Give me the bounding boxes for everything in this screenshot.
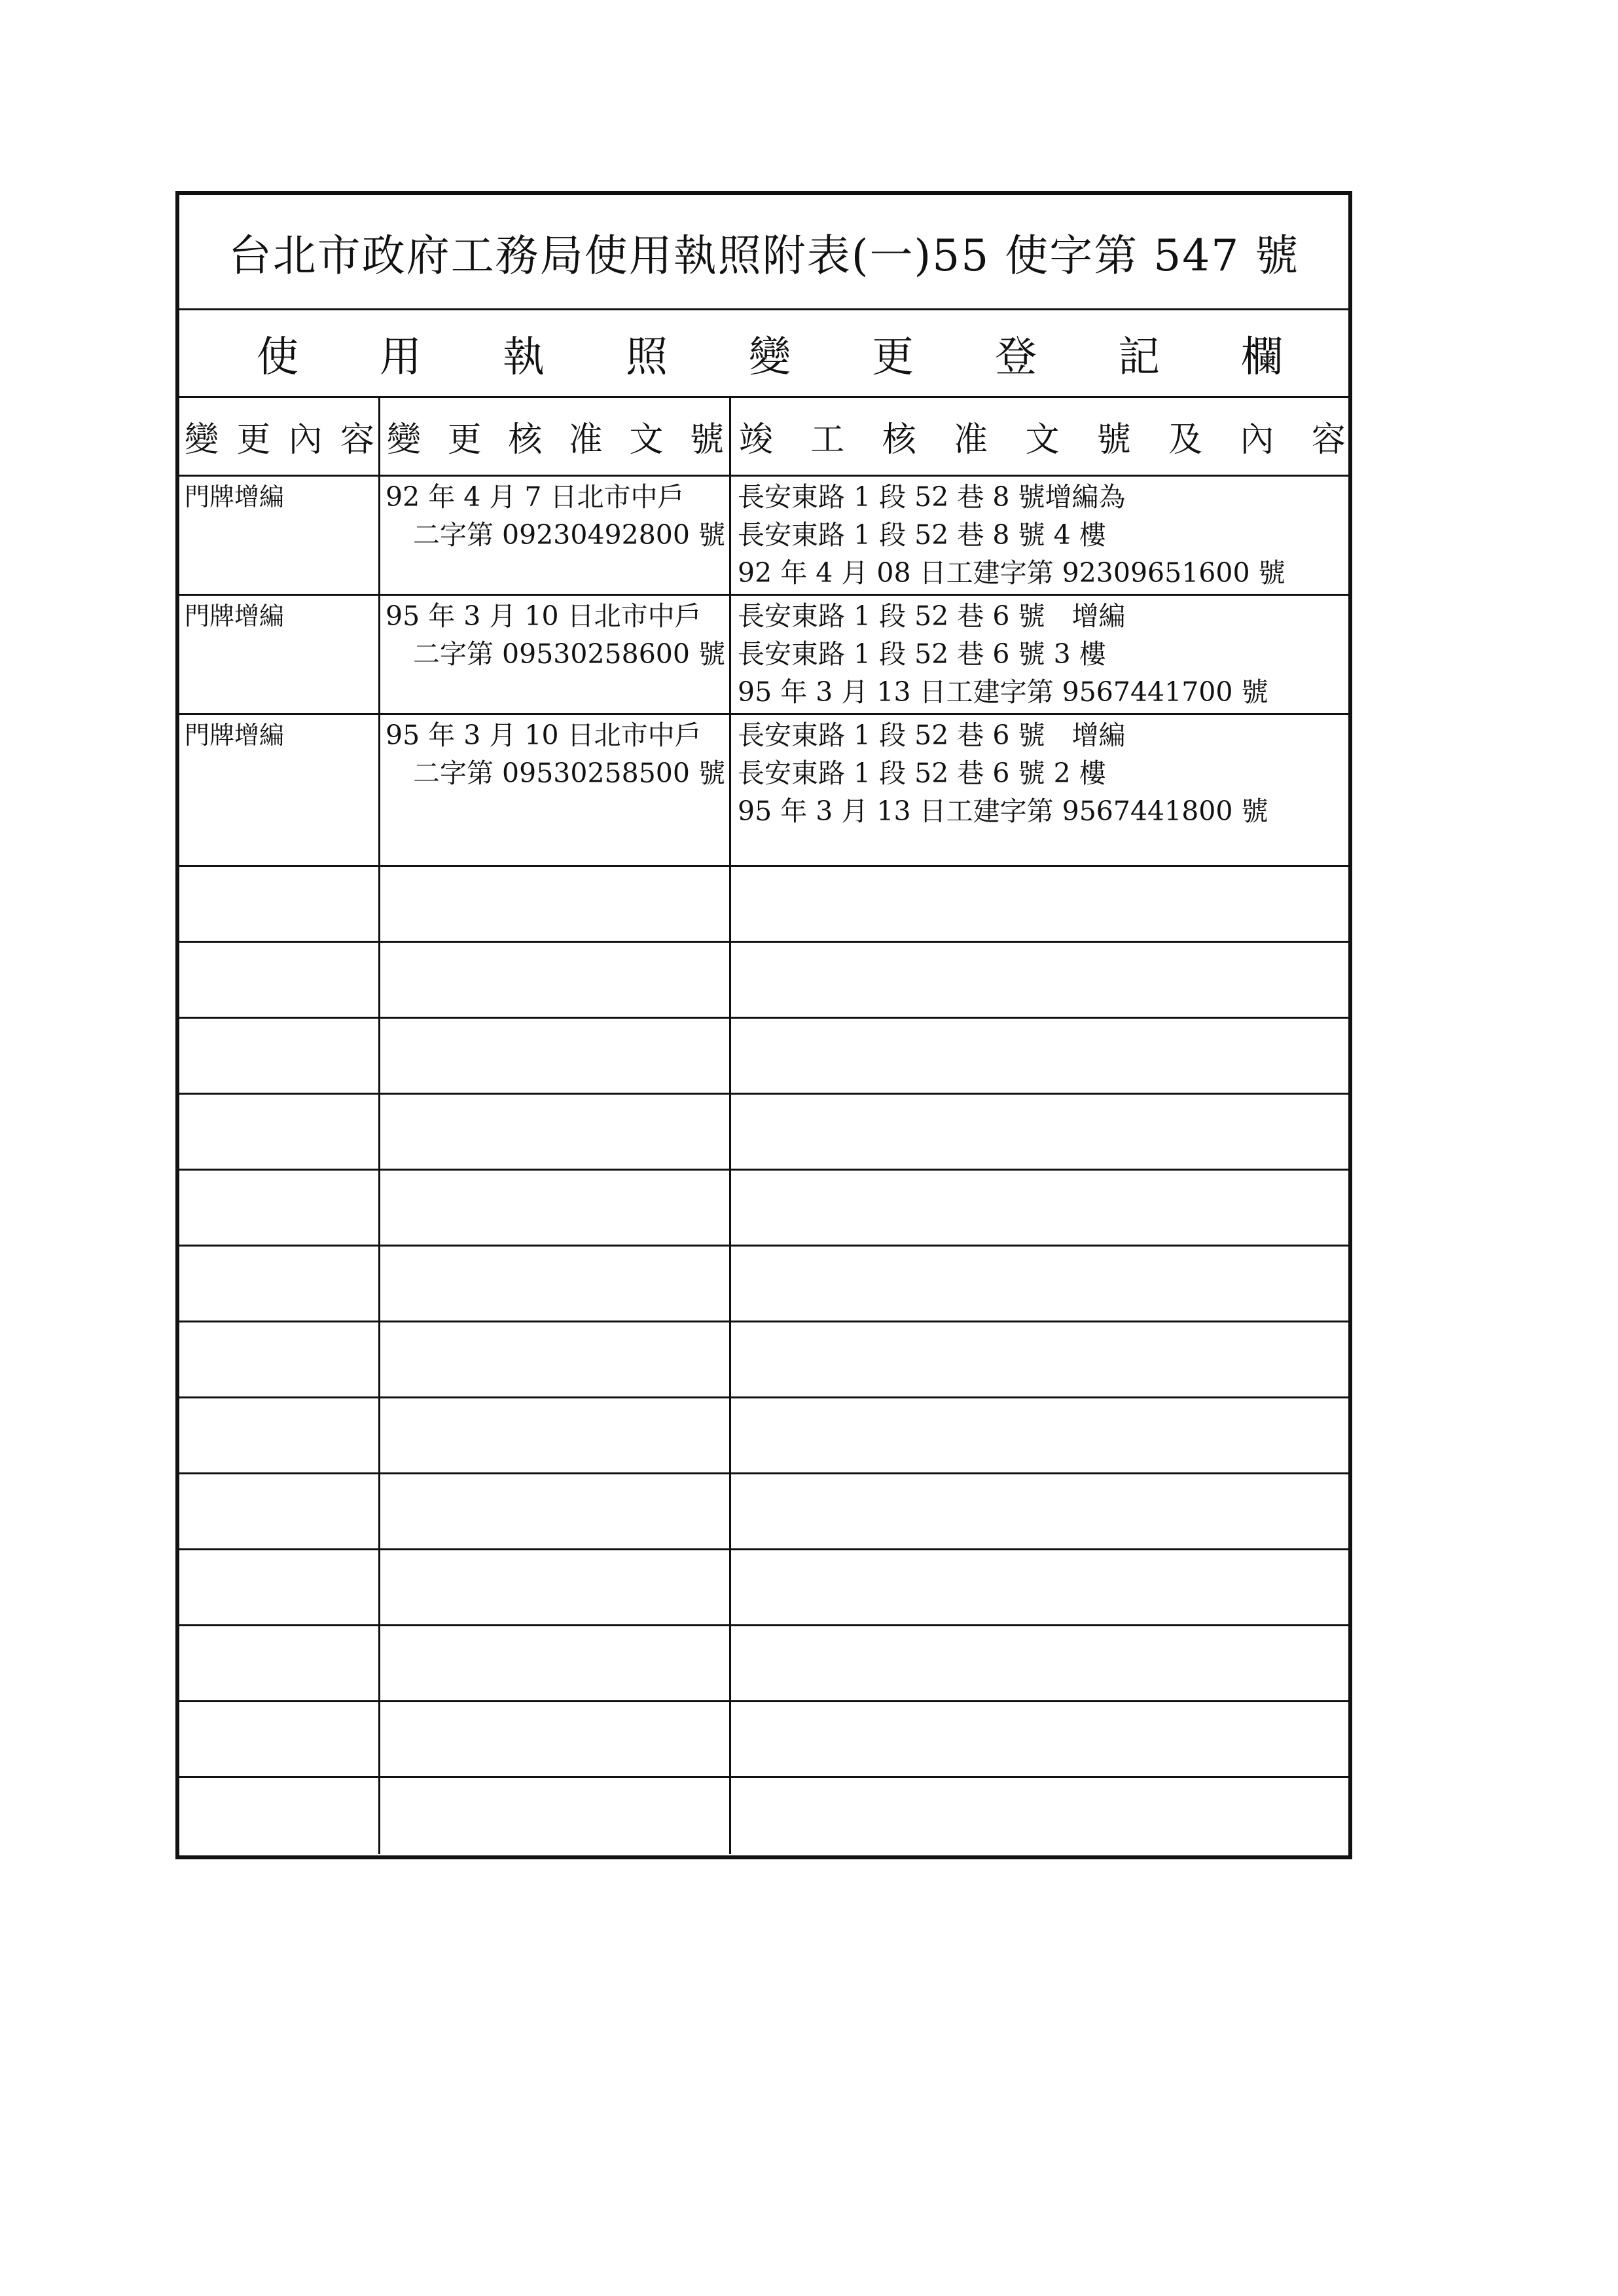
completion-cell <box>731 477 1348 594</box>
heading-char: 登 <box>995 333 1037 382</box>
column-header-change-content <box>179 398 380 475</box>
empty-cell <box>179 1702 380 1776</box>
empty-cell <box>380 1702 731 1776</box>
completion-line: 長安東路 1 段 52 巷 6 號 增編 <box>738 720 1126 751</box>
change-content-cell: 門牌增編 <box>179 477 380 594</box>
empty-row <box>179 1702 1348 1778</box>
empty-cell <box>179 1550 380 1624</box>
header-char: 號 <box>1096 420 1131 460</box>
completion-line: 95 年 3 月 13 日工建字第 9567441700 號 <box>738 676 1268 708</box>
completion-line: 長安東路 1 段 52 巷 6 號 3 樓 <box>738 638 1106 670</box>
empty-row <box>179 867 1348 943</box>
empty-cell <box>731 1778 1348 1854</box>
empty-row <box>179 1778 1348 1854</box>
empty-cell <box>179 1778 380 1854</box>
empty-row <box>179 1171 1348 1247</box>
header-char: 更 <box>447 420 482 460</box>
header-char: 更 <box>236 420 271 460</box>
header-char: 變 <box>185 420 219 460</box>
change-content-cell: 門牌增編 <box>179 715 380 865</box>
completion-line: 長安東路 1 段 52 巷 6 號 增編 <box>738 600 1126 632</box>
completion-cell <box>731 715 1348 865</box>
empty-cell <box>380 1626 731 1700</box>
header-char: 核 <box>508 420 543 460</box>
empty-cell <box>380 1171 731 1245</box>
table-row <box>179 596 1348 715</box>
empty-cell <box>731 1019 1348 1093</box>
header-char: 內 <box>288 420 323 460</box>
heading-char: 使 <box>257 333 298 382</box>
empty-cell <box>380 1322 731 1396</box>
header-char: 准 <box>568 420 603 460</box>
empty-row <box>179 1474 1348 1550</box>
approval-doc-cell <box>380 596 731 713</box>
usage-license-change-form <box>175 191 1352 1859</box>
header-char: 文 <box>1025 420 1060 460</box>
empty-cell <box>179 1398 380 1472</box>
empty-cell <box>380 1095 731 1169</box>
empty-cell <box>731 1626 1348 1700</box>
column-header-approval-doc-no <box>380 398 731 475</box>
empty-cell <box>380 1019 731 1093</box>
heading-char: 用 <box>380 333 422 382</box>
empty-cell <box>731 1550 1348 1624</box>
empty-row <box>179 1550 1348 1626</box>
header-char: 變 <box>387 420 422 460</box>
heading-char: 記 <box>1118 333 1160 382</box>
empty-cell <box>380 1474 731 1548</box>
table-row <box>179 477 1348 596</box>
empty-cell <box>731 943 1348 1017</box>
header-char: 及 <box>1168 420 1203 460</box>
approval-line: 二字第 09530258600 號 <box>412 638 725 670</box>
completion-line: 95 年 3 月 13 日工建字第 9567441800 號 <box>738 795 1268 827</box>
completion-line: 長安東路 1 段 52 巷 8 號增編為 <box>738 481 1126 513</box>
header-char: 文 <box>629 420 664 460</box>
header-char: 號 <box>689 420 724 460</box>
empty-cell <box>179 1019 380 1093</box>
empty-cell <box>731 1398 1348 1472</box>
empty-cell <box>380 1550 731 1624</box>
header-char: 竣 <box>739 420 774 460</box>
approval-line: 95 年 3 月 10 日北市中戶 <box>386 720 702 751</box>
empty-row <box>179 1398 1348 1474</box>
empty-cell <box>731 1702 1348 1776</box>
empty-cell <box>179 943 380 1017</box>
table-body <box>179 477 1348 1854</box>
empty-row <box>179 1095 1348 1171</box>
heading-char: 更 <box>872 333 914 382</box>
empty-cell <box>179 1171 380 1245</box>
empty-cell <box>731 1474 1348 1548</box>
empty-cell <box>179 1474 380 1548</box>
completion-cell <box>731 596 1348 713</box>
header-char: 內 <box>1240 420 1274 460</box>
completion-line: 長安東路 1 段 52 巷 8 號 4 樓 <box>738 519 1106 551</box>
approval-line: 二字第 09530258500 號 <box>412 757 725 789</box>
empty-cell <box>380 867 731 941</box>
approval-doc-cell <box>380 715 731 865</box>
section-heading <box>179 310 1348 398</box>
form-title: 台北市政府工務局使用執照附表(一)55 使字第 547 號 <box>179 195 1348 310</box>
table-row <box>179 715 1348 867</box>
approval-doc-cell <box>380 477 731 594</box>
header-char: 容 <box>1311 420 1346 460</box>
empty-row <box>179 943 1348 1019</box>
heading-char: 照 <box>626 333 668 382</box>
completion-line: 92 年 4 月 08 日工建字第 92309651600 號 <box>738 557 1285 589</box>
table-header <box>179 398 1348 477</box>
heading-char: 變 <box>749 333 791 382</box>
empty-cell <box>380 943 731 1017</box>
approval-line: 95 年 3 月 10 日北市中戶 <box>386 600 702 632</box>
approval-line: 92 年 4 月 7 日北市中戶 <box>386 481 685 513</box>
empty-cell <box>179 1247 380 1321</box>
empty-cell <box>731 1171 1348 1245</box>
empty-cell <box>179 1095 380 1169</box>
header-char: 核 <box>882 420 916 460</box>
empty-cell <box>179 1626 380 1700</box>
header-char: 容 <box>340 420 374 460</box>
empty-cell <box>380 1398 731 1472</box>
change-content-cell: 門牌增編 <box>179 596 380 713</box>
empty-cell <box>380 1247 731 1321</box>
empty-cell <box>731 1095 1348 1169</box>
heading-char: 欄 <box>1241 333 1283 382</box>
empty-row <box>179 1247 1348 1322</box>
empty-cell <box>731 867 1348 941</box>
empty-cell <box>380 1778 731 1854</box>
empty-row <box>179 1019 1348 1095</box>
empty-row <box>179 1626 1348 1702</box>
empty-cell <box>179 867 380 941</box>
completion-line: 長安東路 1 段 52 巷 6 號 2 樓 <box>738 757 1106 789</box>
empty-cell <box>731 1247 1348 1321</box>
empty-cell <box>179 1322 380 1396</box>
column-header-completion-doc-and-content <box>731 398 1348 475</box>
header-char: 准 <box>954 420 988 460</box>
empty-row <box>179 1322 1348 1398</box>
approval-line: 二字第 09230492800 號 <box>412 519 725 551</box>
heading-char: 執 <box>503 333 545 382</box>
empty-cell <box>731 1322 1348 1396</box>
header-char: 工 <box>810 420 845 460</box>
